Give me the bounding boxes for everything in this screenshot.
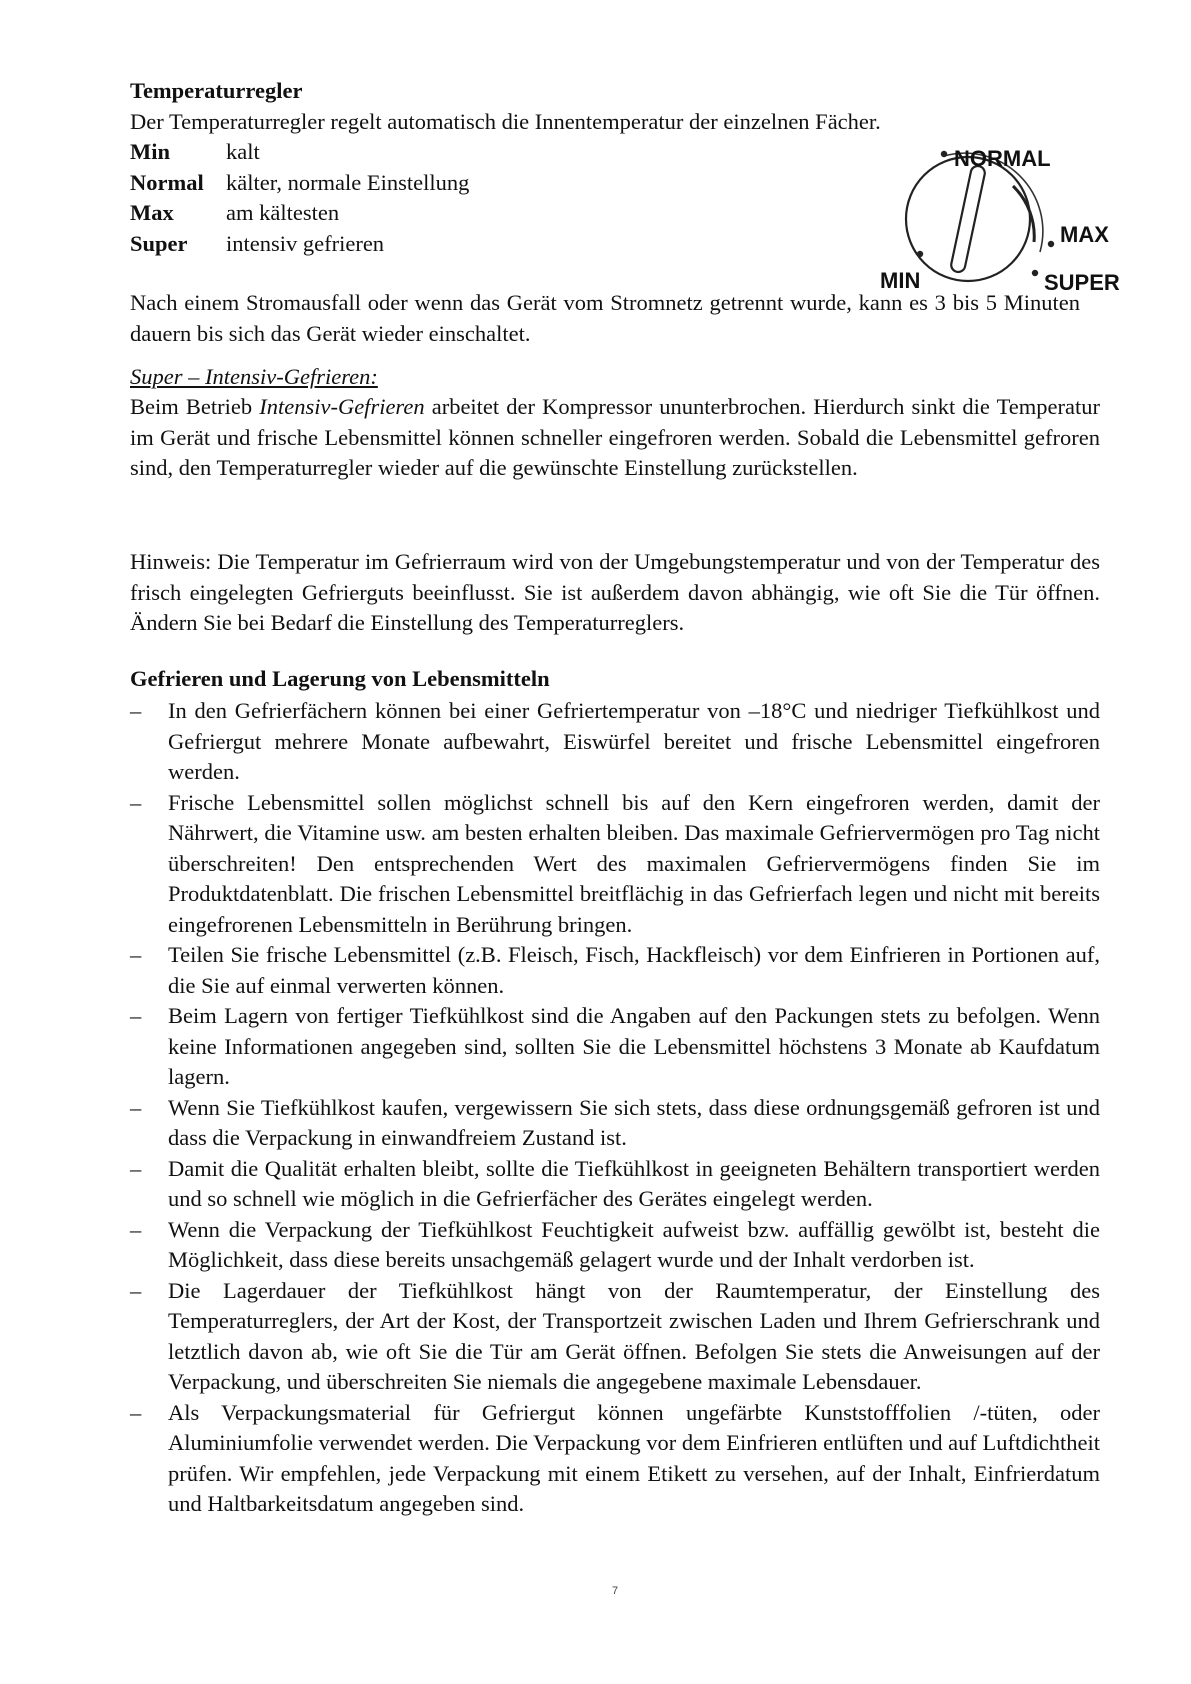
list-item: – Teilen Sie frische Lebensmittel (z.B. Fleisch, Fisch, Hackfleisch) vor dem Einfrieren in Portionen auf, die Sie auf einmal verwerten können. [130,940,1100,1001]
section-heading-gefrieren: Gefrieren und Lagerung von Lebensmitteln [130,666,550,691]
setting-name: Max [130,200,174,225]
list-item: – Wenn Sie Tiefkühlkost kaufen, vergewissern Sie sich stets, dass diese ordnungsgemäß gefroren ist und dass die Verpackung in einwandfreiem Zustand ist. [130,1093,1100,1154]
setting-row-normal [130,168,469,199]
power-failure-note: Nach einem Stromausfall oder wenn das Gerät vom Stromnetz getrennt wurde, kann es 3 bis 5 Minuten dauern bis sich das Gerät wieder einschaltet. [130,290,1080,346]
super-subheading [130,362,1100,393]
settings-list [130,137,469,259]
dial-label-super: SUPER [1044,270,1120,295]
list-item: – Frische Lebensmittel sollen möglichst schnell bis auf den Kern eingefroren werden, damit der Nährwert, die Vitamine usw. am besten erhalten bleiben. Das maximale Gefriervermögen pro Tag nicht überschreiten! Den entsprechenden Wert des maximalen Gefriervermögens finden Sie im Produktdatenblatt. Die frischen Lebensmittel breitflächig in das Gefrierfach legen und nicht mit bereits eingefrorenen Lebensmitteln in Berührung bringen. [130,788,1100,941]
list-item: – In den Gefrierfächern können bei einer Gefriertemperatur von –18°C und niedriger Tiefkühlkost und Gefriergut mehrere Monate aufbewahrt, Eiswürfel bereitet und frische Lebensmittel eingefroren werden. [130,696,1100,788]
setting-desc: am kältesten [226,200,340,225]
list-item: – Damit die Qualität erhalten bleibt, sollte die Tiefkühlkost in geeigneten Behältern transportiert werden und so schnell wie möglich in die Gefrierfächer des Gerätes eingelegt werden. [130,1154,1100,1215]
list-item: – Wenn die Verpackung der Tiefkühlkost Feuchtigkeit aufweist bzw. auffällig gewölbt ist, besteht die Möglichkeit, dass diese bereits unsachgemäß gelagert wurde und der Inhalt verdorben ist. [130,1215,1100,1276]
list-item: – Die Lagerdauer der Tiefkühlkost hängt von der Raumtemperatur, der Einstellung des Temperaturreglers, der Art der Kost, der Transportzeit zwischen Laden und Ihrem Gefrierschrank und letztlich davon ab, wie oft Sie die Tür am Gerät öffnen. Befolgen Sie stets die Anweisungen auf der Verpackung, und überschreiten Sie niemals die angegebene maximale Lebensdauer. [130,1276,1100,1398]
setting-row-max [130,198,469,229]
setting-name: Normal [130,169,204,195]
list-item: – Als Verpackungsmaterial für Gefriergut können ungefärbte Kunststofffolien /-tüten, oder Aluminiumfolie verwendet werden. Die Verpackung vor dem Einfrieren entlüften und auf Luftdichtheit prüfen. Wir empfehlen, jede Verpackung mit einem Etikett zu versehen, auf der Inhalt, Einfrierdatum und Haltbarkeitsdatum angegeben sind. [130,1398,1100,1520]
setting-row-min [130,137,469,168]
page-number: 7 [611,1585,619,1597]
section-heading-temperaturregler: Temperaturregler [130,78,303,103]
super-para-before: Beim Betrieb [130,394,260,419]
super-para-italic: Intensiv-Gefrieren [259,394,425,419]
hint-paragraph: Hinweis: Die Temperatur im Gefrierraum wird von der Umgebungstemperatur und von der Temperatur des frisch eingelegten Gefrierguts beeinflusst. Sie ist außerdem davon abhängig, wie oft Sie die Tür öffnen. Ändern Sie bei Bedarf die Einstellung des Temperaturreglers. [130,549,1100,635]
setting-name: Min [130,139,171,164]
storage-tips-list [130,696,1100,1520]
super-para-after: arbeitet der Kompressor ununterbrochen. Hierdurch sinkt die Temperatur im Gerät und frische Lebensmittel können schneller eingefroren werden. Sobald die Lebensmittel gefroren sind, den Temperaturregler wieder auf die gewünschte Einstellung zurückstellen. [130,394,1100,480]
dial-label-max: MAX [1060,222,1109,247]
dial-dot-super [1032,270,1038,276]
setting-desc: intensiv gefrieren [226,230,385,256]
dial-dot-max [1048,241,1054,247]
super-paragraph [130,392,1100,484]
dial-scale-arc-thick [1013,186,1034,242]
dial-label-min: MIN [880,268,921,293]
dial-dot-normal [941,151,947,157]
setting-desc: kalt [226,139,260,164]
dial-dot-min [917,251,923,257]
super-subheading-text: Super – Intensiv-Gefrieren: [130,364,378,389]
setting-desc: kälter, normale Einstellung [226,169,470,195]
setting-name: Super [130,230,188,256]
intro-text: Der Temperaturregler regelt automatisch die Innentemperatur der einzelnen Fächer. [130,109,881,134]
setting-row-super [130,229,469,260]
dial-label-normal: NORMAL [954,146,1051,171]
dial-pointer [950,165,986,274]
dial-knob [906,157,1030,281]
list-item: – Beim Lagern von fertiger Tiefkühlkost sind die Angaben auf den Packungen stets zu befolgen. Wenn keine Informationen angegeben sind, sollten Sie die Lebensmittel höchstens 3 Monate ab Kaufdatum lagern. [130,1001,1100,1093]
temperature-dial-diagram [828,142,1191,312]
